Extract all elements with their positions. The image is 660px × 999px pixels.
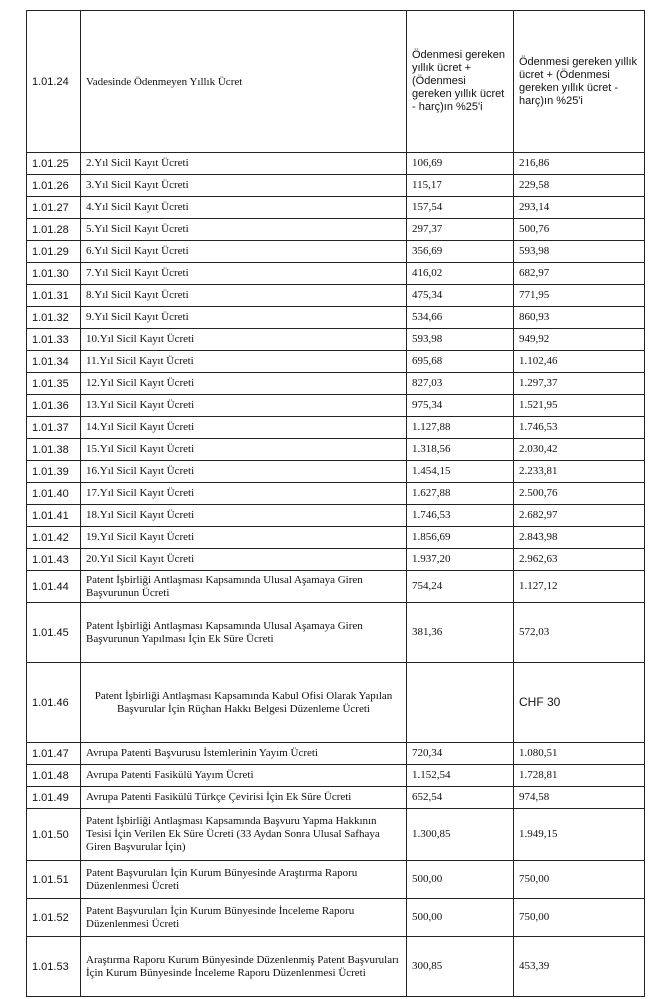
table-row bbox=[27, 603, 645, 663]
row-description: 10.Yıl Sicil Kayıt Ücreti bbox=[81, 329, 407, 351]
row-code: 1.01.35 bbox=[27, 373, 81, 395]
row-fee-1: 115,17 bbox=[407, 175, 514, 197]
table-row bbox=[27, 219, 645, 241]
row-fee-1: 720,34 bbox=[407, 743, 514, 765]
row-fee-2: 293,14 bbox=[514, 197, 645, 219]
row-fee-1: 652,54 bbox=[407, 787, 514, 809]
row-fee-2: 771,95 bbox=[514, 285, 645, 307]
row-fee-1: 1.127,88 bbox=[407, 417, 514, 439]
row-fee-2: 572,03 bbox=[514, 603, 645, 663]
row-description: Araştırma Raporu Kurum Bünyesinde Düzenlenmiş Patent Başvuruları İçin Kurum Bünyesinde İnceleme Raporu Düzenlenmesi Ücreti bbox=[81, 937, 407, 997]
table-row bbox=[27, 937, 645, 997]
row-code: 1.01.44 bbox=[27, 571, 81, 603]
table-row bbox=[27, 351, 645, 373]
row-description: Patent İşbirliği Antlaşması Kapsamında Başvuru Yapma Hakkının Tesisi İçin Verilen Ek Süre Ücreti (33 Aydan Sonra Ulusal Safhaya Giren Başvurular İçin) bbox=[81, 809, 407, 861]
row-fee-1: 1.746,53 bbox=[407, 505, 514, 527]
row-fee-1: 1.318,56 bbox=[407, 439, 514, 461]
row-description: Avrupa Patenti Fasikülü Türkçe Çevirisi İçin Ek Süre Ücreti bbox=[81, 787, 407, 809]
table-row bbox=[27, 417, 645, 439]
row-fee-2: CHF 30 bbox=[514, 663, 645, 743]
table-row bbox=[27, 285, 645, 307]
table-row bbox=[27, 307, 645, 329]
table-row bbox=[27, 373, 645, 395]
table-row bbox=[27, 461, 645, 483]
row-description: 20.Yıl Sicil Kayıt Ücreti bbox=[81, 549, 407, 571]
table-row bbox=[27, 263, 645, 285]
row-fee-1: 975,34 bbox=[407, 395, 514, 417]
row-fee-1: 534,66 bbox=[407, 307, 514, 329]
row-code: 1.01.51 bbox=[27, 861, 81, 899]
row-fee-2: 2.233,81 bbox=[514, 461, 645, 483]
row-fee-2: 453,39 bbox=[514, 937, 645, 997]
row-code: 1.01.31 bbox=[27, 285, 81, 307]
row-fee-1: 1.300,85 bbox=[407, 809, 514, 861]
row-fee-1: 1.937,20 bbox=[407, 549, 514, 571]
row-fee-2: 1.297,37 bbox=[514, 373, 645, 395]
row-description: 11.Yıl Sicil Kayıt Ücreti bbox=[81, 351, 407, 373]
table-row bbox=[27, 549, 645, 571]
row-fee-2: 974,58 bbox=[514, 787, 645, 809]
row-code: 1.01.45 bbox=[27, 603, 81, 663]
row-description: 13.Yıl Sicil Kayıt Ücreti bbox=[81, 395, 407, 417]
row-fee-2: 2.843,98 bbox=[514, 527, 645, 549]
table-row bbox=[27, 571, 645, 603]
row-fee-2: 1.746,53 bbox=[514, 417, 645, 439]
row-description: 6.Yıl Sicil Kayıt Ücreti bbox=[81, 241, 407, 263]
row-fee-2: 1.127,12 bbox=[514, 571, 645, 603]
row-code: 1.01.48 bbox=[27, 765, 81, 787]
row-code: 1.01.25 bbox=[27, 153, 81, 175]
table-row bbox=[27, 439, 645, 461]
row-description: Patent İşbirliği Antlaşması Kapsamında Ulusal Aşamaya Giren Başvurunun Ücreti bbox=[81, 571, 407, 603]
row-description: 9.Yıl Sicil Kayıt Ücreti bbox=[81, 307, 407, 329]
table-row bbox=[27, 329, 645, 351]
table-row bbox=[27, 153, 645, 175]
row-fee-1: 300,85 bbox=[407, 937, 514, 997]
table-row bbox=[27, 241, 645, 263]
table-header-row bbox=[27, 11, 645, 153]
row-fee-1: 381,36 bbox=[407, 603, 514, 663]
row-code: 1.01.53 bbox=[27, 937, 81, 997]
row-description: Patent İşbirliği Antlaşması Kapsamında Ulusal Aşamaya Giren Başvurunun Yapılması İçin Ek Süre Ücreti bbox=[81, 603, 407, 663]
row-fee-1 bbox=[407, 663, 514, 743]
row-code: 1.01.32 bbox=[27, 307, 81, 329]
row-fee-1: 827,03 bbox=[407, 373, 514, 395]
row-description: 12.Yıl Sicil Kayıt Ücreti bbox=[81, 373, 407, 395]
row-fee-1: 593,98 bbox=[407, 329, 514, 351]
row-code: 1.01.40 bbox=[27, 483, 81, 505]
row-code: 1.01.29 bbox=[27, 241, 81, 263]
row-description: 7.Yıl Sicil Kayıt Ücreti bbox=[81, 263, 407, 285]
table-row bbox=[27, 765, 645, 787]
row-fee-2: 750,00 bbox=[514, 899, 645, 937]
row-fee-1: 1.152,54 bbox=[407, 765, 514, 787]
row-fee-1: 475,34 bbox=[407, 285, 514, 307]
header-description: Vadesinde Ödenmeyen Yıllık Ücret bbox=[81, 11, 407, 153]
row-fee-1: 754,24 bbox=[407, 571, 514, 603]
row-fee-2: 2.962,63 bbox=[514, 549, 645, 571]
row-code: 1.01.37 bbox=[27, 417, 81, 439]
row-description: Patent Başvuruları İçin Kurum Bünyesinde İnceleme Raporu Düzenlenmesi Ücreti bbox=[81, 899, 407, 937]
row-fee-1: 416,02 bbox=[407, 263, 514, 285]
row-description: 4.Yıl Sicil Kayıt Ücreti bbox=[81, 197, 407, 219]
row-description: Patent İşbirliği Antlaşması Kapsamında Kabul Ofisi Olarak Yapılan Başvurular İçin Rüçhan Hakkı Belgesi Düzenleme Ücreti bbox=[81, 663, 407, 743]
table-row bbox=[27, 197, 645, 219]
header-col2: Ödenmesi gereken yıllık ücret + (Ödenmesi gereken yıllık ücret - harç)ın %25'i bbox=[514, 11, 645, 153]
row-code: 1.01.50 bbox=[27, 809, 81, 861]
table-row bbox=[27, 809, 645, 861]
row-description: Avrupa Patenti Başvurusu İstemlerinin Yayım Ücreti bbox=[81, 743, 407, 765]
row-fee-1: 1.856,69 bbox=[407, 527, 514, 549]
row-description: 15.Yıl Sicil Kayıt Ücreti bbox=[81, 439, 407, 461]
row-fee-1: 500,00 bbox=[407, 861, 514, 899]
row-code: 1.01.46 bbox=[27, 663, 81, 743]
table-row bbox=[27, 527, 645, 549]
row-code: 1.01.42 bbox=[27, 527, 81, 549]
row-description: 17.Yıl Sicil Kayıt Ücreti bbox=[81, 483, 407, 505]
table-row bbox=[27, 663, 645, 743]
row-description: 14.Yıl Sicil Kayıt Ücreti bbox=[81, 417, 407, 439]
row-description: 16.Yıl Sicil Kayıt Ücreti bbox=[81, 461, 407, 483]
row-fee-1: 356,69 bbox=[407, 241, 514, 263]
row-fee-2: 1.728,81 bbox=[514, 765, 645, 787]
row-description: 5.Yıl Sicil Kayıt Ücreti bbox=[81, 219, 407, 241]
row-fee-1: 297,37 bbox=[407, 219, 514, 241]
row-code: 1.01.52 bbox=[27, 899, 81, 937]
table-row bbox=[27, 743, 645, 765]
row-fee-1: 1.454,15 bbox=[407, 461, 514, 483]
row-fee-2: 500,76 bbox=[514, 219, 645, 241]
table-row bbox=[27, 175, 645, 197]
header-col1: Ödenmesi gereken yıllık ücret + (Ödenmesi gereken yıllık ücret - harç)ın %25'i bbox=[407, 11, 514, 153]
row-fee-1: 106,69 bbox=[407, 153, 514, 175]
row-fee-2: 1.521,95 bbox=[514, 395, 645, 417]
row-fee-2: 1.949,15 bbox=[514, 809, 645, 861]
row-description: 2.Yıl Sicil Kayıt Ücreti bbox=[81, 153, 407, 175]
row-fee-2: 229,58 bbox=[514, 175, 645, 197]
table-row bbox=[27, 395, 645, 417]
table-row bbox=[27, 899, 645, 937]
row-fee-2: 593,98 bbox=[514, 241, 645, 263]
row-fee-1: 1.627,88 bbox=[407, 483, 514, 505]
fee-table bbox=[26, 10, 645, 997]
row-description: 8.Yıl Sicil Kayıt Ücreti bbox=[81, 285, 407, 307]
row-fee-2: 750,00 bbox=[514, 861, 645, 899]
row-code: 1.01.39 bbox=[27, 461, 81, 483]
row-fee-2: 2.682,97 bbox=[514, 505, 645, 527]
row-code: 1.01.38 bbox=[27, 439, 81, 461]
row-code: 1.01.41 bbox=[27, 505, 81, 527]
table-row bbox=[27, 787, 645, 809]
row-description: Patent Başvuruları İçin Kurum Bünyesinde Araştırma Raporu Düzenlenmesi Ücreti bbox=[81, 861, 407, 899]
row-description: 18.Yıl Sicil Kayıt Ücreti bbox=[81, 505, 407, 527]
table-row bbox=[27, 505, 645, 527]
row-code: 1.01.47 bbox=[27, 743, 81, 765]
row-fee-1: 500,00 bbox=[407, 899, 514, 937]
row-fee-2: 2.030,42 bbox=[514, 439, 645, 461]
row-fee-2: 216,86 bbox=[514, 153, 645, 175]
row-fee-1: 157,54 bbox=[407, 197, 514, 219]
row-fee-2: 860,93 bbox=[514, 307, 645, 329]
row-code: 1.01.30 bbox=[27, 263, 81, 285]
row-code: 1.01.33 bbox=[27, 329, 81, 351]
row-fee-2: 2.500,76 bbox=[514, 483, 645, 505]
row-description: Avrupa Patenti Fasikülü Yayım Ücreti bbox=[81, 765, 407, 787]
row-code: 1.01.34 bbox=[27, 351, 81, 373]
row-fee-1: 695,68 bbox=[407, 351, 514, 373]
row-code: 1.01.26 bbox=[27, 175, 81, 197]
row-code: 1.01.27 bbox=[27, 197, 81, 219]
row-fee-2: 1.080,51 bbox=[514, 743, 645, 765]
table-row bbox=[27, 483, 645, 505]
row-fee-2: 949,92 bbox=[514, 329, 645, 351]
row-code: 1.01.36 bbox=[27, 395, 81, 417]
row-description: 3.Yıl Sicil Kayıt Ücreti bbox=[81, 175, 407, 197]
row-code: 1.01.28 bbox=[27, 219, 81, 241]
row-fee-2: 682,97 bbox=[514, 263, 645, 285]
row-fee-2: 1.102,46 bbox=[514, 351, 645, 373]
header-code: 1.01.24 bbox=[27, 11, 81, 153]
row-code: 1.01.49 bbox=[27, 787, 81, 809]
row-code: 1.01.43 bbox=[27, 549, 81, 571]
table-row bbox=[27, 861, 645, 899]
row-description: 19.Yıl Sicil Kayıt Ücreti bbox=[81, 527, 407, 549]
